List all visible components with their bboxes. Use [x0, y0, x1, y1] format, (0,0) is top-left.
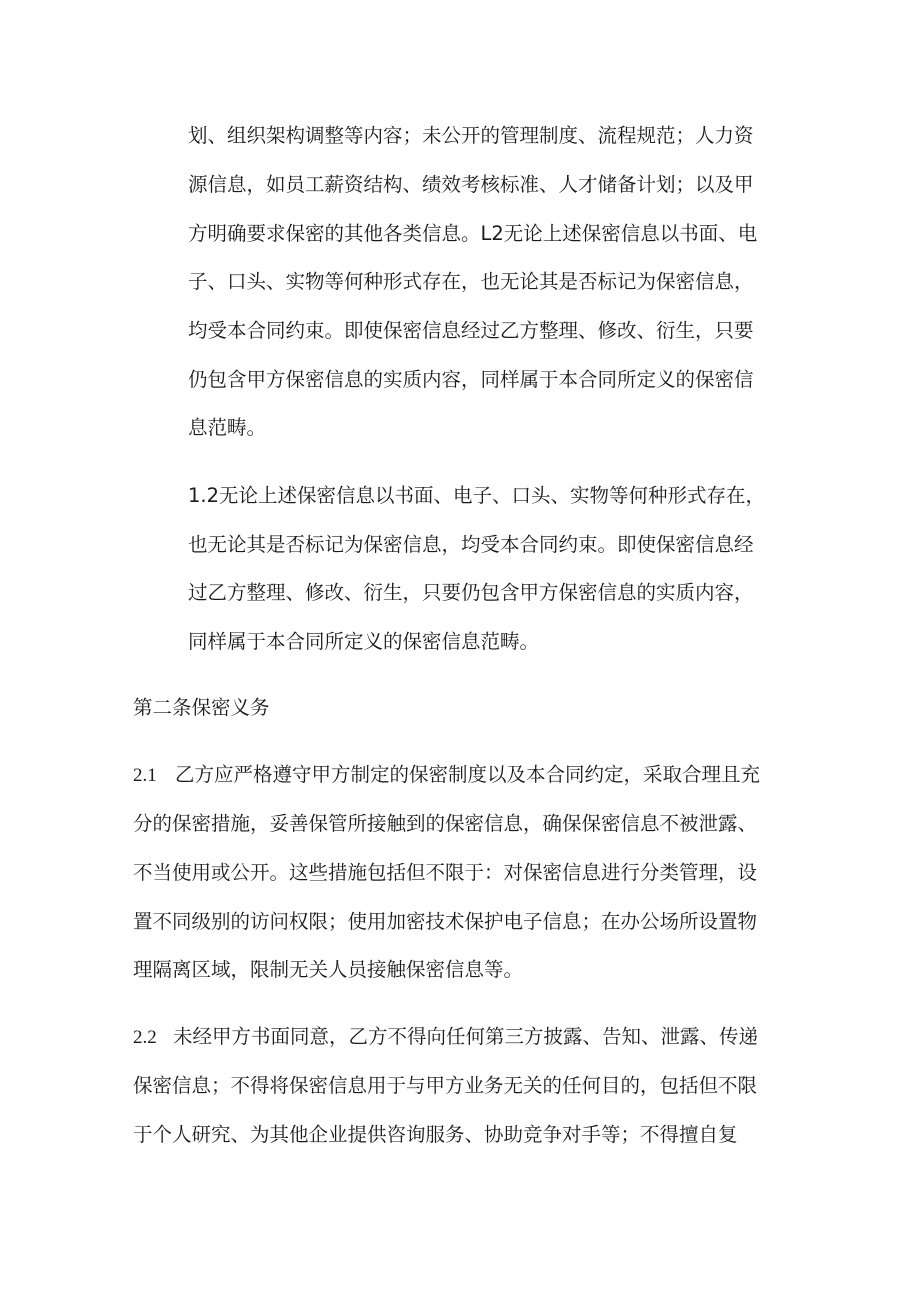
clause-2-1-line: 分的保密措施，妥善保管所接触到的保密信息，确保保密信息不被泄露、 [133, 812, 758, 835]
paragraph-line: 仍包含甲方保密信息的实质内容，同样属于本合同所定义的保密信 [188, 368, 754, 391]
clause-number: 2.2 [133, 1027, 157, 1048]
clause-2-2-line: 于个人研究、为其他企业提供咨询服务、协助竞争对手等；不得擅自复 [133, 1123, 738, 1146]
paragraph-line: 子、口头、实物等何种形式存在，也无论其是否标记为保密信息， [188, 270, 754, 293]
paragraph-line: 均受本合同约束。即使保密信息经过乙方整理、修改、衍生，只要 [188, 319, 754, 342]
clause-2-1-line: 理隔离区域，限制无关人员接触保密信息等。 [133, 958, 524, 981]
clause-1-2-line: 也无论其是否标记为保密信息，均受本合同约束。即使保密信息经 [188, 533, 754, 556]
clause-text: 未经甲方书面同意，乙方不得向任何第三方披露、告知、泄露、传递 [173, 1025, 759, 1048]
clause-1-2-line: 过乙方整理、修改、衍生，只要仍包含甲方保密信息的实质内容， [188, 581, 754, 604]
clause-2-1-line: 不当使用或公开。这些措施包括但不限于：对保密信息进行分类管理，设 [133, 861, 758, 884]
paragraph-line: 划、组织架构调整等内容；未公开的管理制度、流程规范；人力资 [188, 124, 754, 147]
paragraph-line: 息范畴。 [188, 416, 267, 439]
clause-2-1-line: 置不同级别的访问权限；使用加密技术保护电子信息；在办公场所设置物 [133, 910, 758, 933]
clause-2-1-first-line [133, 762, 760, 789]
clause-2-2-line: 保密信息；不得将保密信息用于与甲方业务无关的任何目的，包括但不限 [133, 1074, 758, 1097]
clause-2-2-first-line [133, 1024, 758, 1051]
clause-1-2-line: 同样属于本合同所定义的保密信息范畴。 [188, 630, 540, 653]
paragraph-line: 方明确要求保密的其他各类信息。L2无论上述保密信息以书面、电 [188, 222, 758, 245]
paragraph-line: 源信息，如员工薪资结构、绩效考核标准、人才储备计划；以及甲 [188, 173, 754, 196]
clause-number: 2.1 [133, 765, 157, 786]
article-heading: 第二条保密义务 [133, 696, 270, 719]
clause-text: 乙方应严格遵守甲方制定的保密制度以及本合同约定，采取合理且充 [175, 763, 761, 786]
clause-1-2-line: 1.2无论上述保密信息以书面、电子、口头、实物等何种形式存在， [188, 484, 766, 507]
